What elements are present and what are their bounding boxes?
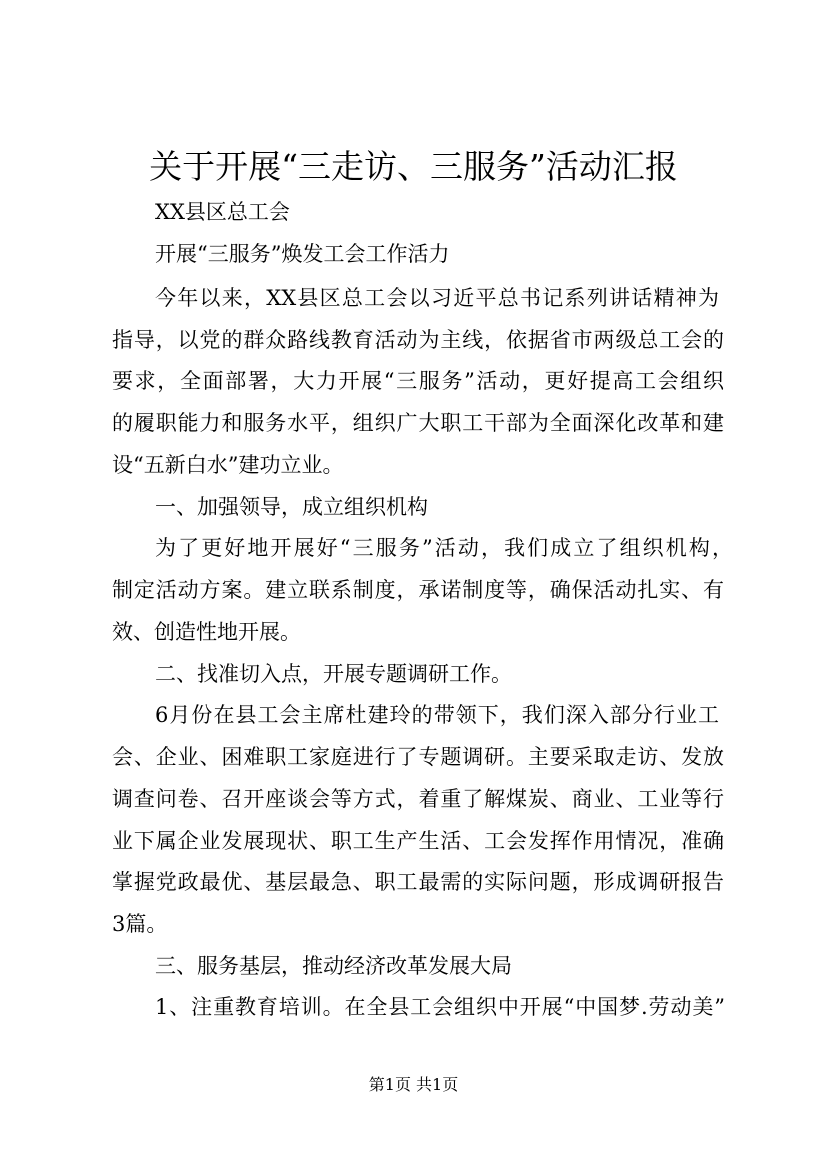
- paragraph-line: 要求，全面部署，大力开展“三服务”活动，更好提高工会组织: [112, 369, 724, 393]
- paragraph-line: 掌握党政最优、基层最急、职工最需的实际问题，形成调研报告: [112, 870, 724, 894]
- paragraph-line: 效、创造性地开展。: [112, 620, 301, 644]
- paragraph-line: 的履职能力和服务水平，组织广大职工干部为全面深化改革和建: [112, 411, 724, 435]
- paragraph-line: 设“五新白水”建功立业。: [112, 453, 344, 477]
- paragraph-line: 1、注重教育培训。在全县工会组织中开展“中国梦.劳动美”: [155, 995, 725, 1019]
- section-heading: 三、服务基层，推动经济改革发展大局: [155, 954, 512, 978]
- paragraph-line: 今年以来，XX县区总工会以习近平总书记系列讲话精神为: [155, 286, 719, 310]
- paragraph-line: 指导，以党的群众路线教育活动为主线，依据省市两级总工会的: [112, 328, 724, 352]
- document-title: 关于开展“三走访、三服务”活动汇报: [149, 147, 678, 186]
- section-heading: 一、加强领导，成立组织机构: [155, 495, 428, 519]
- section-heading: 二、找准切入点，开展专题调研工作。: [155, 662, 512, 686]
- paragraph-line: 为了更好地开展好“三服务”活动，我们成立了组织机构，: [155, 536, 733, 560]
- paragraph-line: 调查问卷、召开座谈会等方式，着重了解煤炭、商业、工业等行: [112, 787, 724, 811]
- paragraph-line: 业下属企业发展现状、职工生产生活、工会发挥作用情况，准确: [112, 829, 724, 853]
- paragraph-line: 会、企业、困难职工家庭进行了专题调研。主要采取走访、发放: [112, 745, 724, 769]
- paragraph-line: 3篇。: [112, 912, 168, 936]
- paragraph-line: 制定活动方案。建立联系制度，承诺制度等，确保活动扎实、有: [112, 578, 724, 602]
- author-line: XX县区总工会: [155, 200, 290, 224]
- subtitle-line: 开展“三服务”焕发工会工作活力: [155, 242, 450, 266]
- paragraph-line: 6月份在县工会主席杜建玲的带领下，我们深入部分行业工: [155, 703, 719, 727]
- page-footer: 第1页 共1页: [368, 1075, 459, 1094]
